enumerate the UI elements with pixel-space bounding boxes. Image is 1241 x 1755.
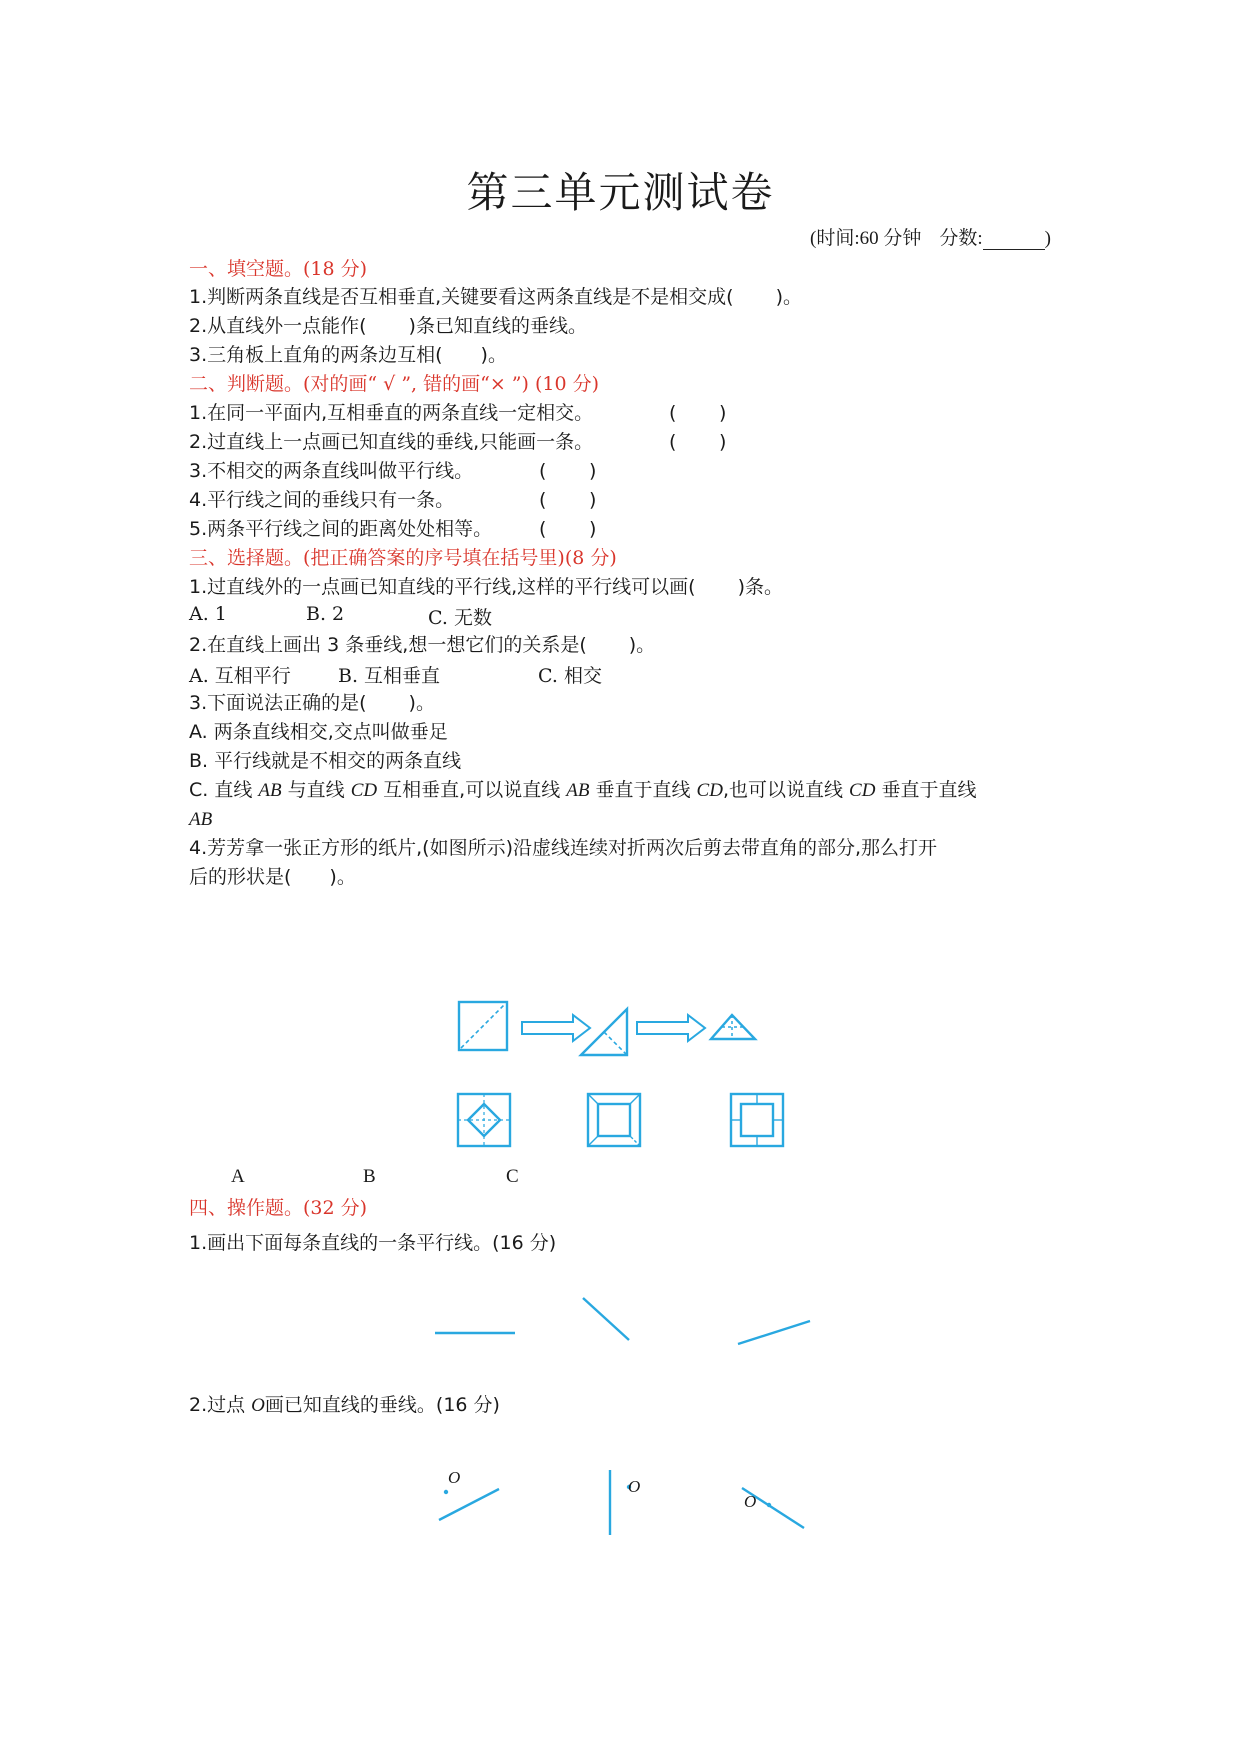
s2-question-1: 1.在同一平面内,互相垂直的两条直线一定相交。 ( ) [189, 402, 727, 424]
exam-meta: (时间:60 分钟 分数: ) [810, 228, 1051, 249]
s3-question-4-line1: 4.芳芳拿一张正方形的纸片,(如图所示)沿虚线连续对折两次后剪去带直角的部分,那么打开 [189, 837, 938, 859]
section-4-heading: 四、操作题。(32 分) [189, 1197, 368, 1219]
option-a-label: A [231, 1166, 245, 1187]
option-b-label: B [363, 1166, 376, 1187]
s2-question-4: 4.平行线之间的垂线只有一条。 ( ) [189, 489, 597, 511]
small-triangle-figure [711, 1015, 755, 1039]
arrow-icon [637, 1015, 705, 1041]
s3-q3-option-c: C. 直线 AB 与直线 CD 互相垂直,可以说直线 AB 垂直于直线 CD,也可以说直线 CD 垂直于直线 [189, 779, 977, 801]
s2-question-3: 3.不相交的两条直线叫做平行线。 ( ) [189, 460, 597, 482]
score-label: 分数: [939, 228, 983, 249]
arrow-icon [522, 1015, 590, 1041]
page-title: 第三单元测试卷 [466, 168, 775, 217]
option-c-label: C [506, 1166, 519, 1187]
s3-q1-option-c: C. 无数 [428, 607, 492, 629]
s4-question-2: 2.过点 O画已知直线的垂线。(16 分) [189, 1394, 500, 1416]
s3-q3-option-c-tail: AB [189, 809, 213, 830]
s3-question-2: 2.在直线上画出 3 条垂线,想一想它们的关系是( )。 [189, 634, 656, 656]
point-o-1 [444, 1490, 448, 1494]
s1-question-2: 2.从直线外一点能作( )条已知直线的垂线。 [189, 315, 587, 337]
given-line-4 [439, 1489, 499, 1520]
s3-q3-option-b: B. 平行线就是不相交的两条直线 [189, 750, 462, 772]
time-limit: (时间:60 分钟 [810, 228, 922, 249]
s3-q2-option-a: A. 互相平行 [189, 665, 291, 687]
given-line-2 [583, 1298, 629, 1340]
s3-q1-option-a: A. 1 [189, 603, 227, 625]
point-o-label-1: O [448, 1468, 461, 1487]
s3-question-3: 3.下面说法正确的是( )。 [189, 692, 435, 714]
s3-question-4-line2: 后的形状是( )。 [189, 866, 356, 888]
s2-question-2: 2.过直线上一点画已知直线的垂线,只能画一条。 ( ) [189, 431, 727, 453]
s3-question-1: 1.过直线外的一点画已知直线的平行线,这样的平行线可以画( )条。 [189, 576, 784, 598]
s4-question-1: 1.画出下面每条直线的一条平行线。(16 分) [189, 1232, 557, 1254]
point-o-3 [767, 1503, 771, 1507]
s1-question-1: 1.判断两条直线是否互相垂直,关键要看这两条直线是不是相交成( )。 [189, 286, 803, 308]
point-o-label-2: O [628, 1477, 641, 1496]
s2-question-5: 5.两条平行线之间的距离处处相等。 ( ) [189, 518, 597, 540]
s3-q2-option-c: C. 相交 [538, 665, 602, 687]
section-2-heading: 二、判断题。(对的画“ √ ”, 错的画“× ”) (10 分) [189, 373, 599, 395]
section-1-heading: 一、填空题。(18 分) [189, 258, 368, 280]
section-3-heading: 三、选择题。(把正确答案的序号填在括号里)(8 分) [189, 547, 617, 569]
s1-question-3: 3.三角板上直角的两条边互相( )。 [189, 344, 507, 366]
s3-q3-option-a: A. 两条直线相交,交点叫做垂足 [189, 721, 448, 743]
s3-q2-option-b: B. 互相垂直 [338, 665, 441, 687]
point-o-label-3: O [744, 1492, 757, 1511]
given-line-3 [738, 1321, 810, 1344]
s3-q1-option-b: B. 2 [306, 603, 345, 625]
